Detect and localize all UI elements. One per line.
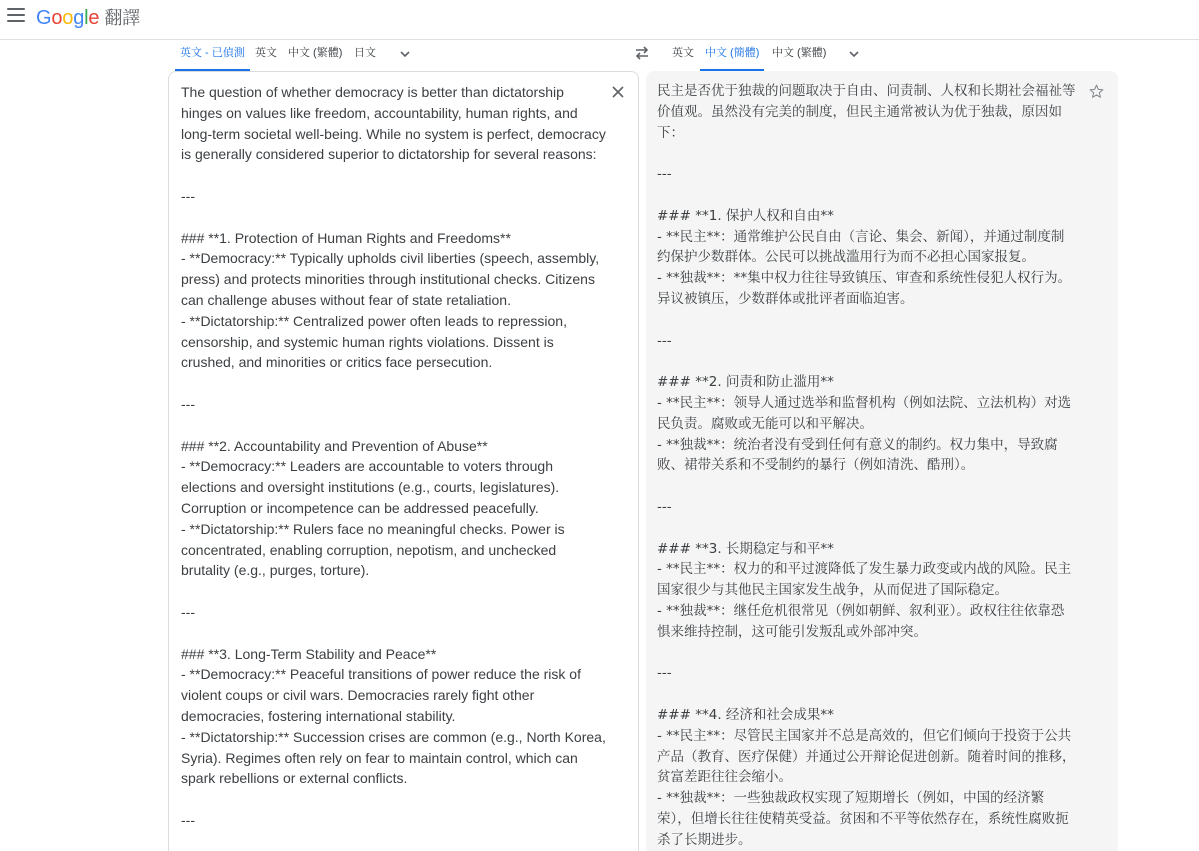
close-icon[interactable] (611, 85, 625, 99)
menu-icon[interactable] (7, 8, 25, 22)
google-logo: Google (36, 7, 100, 29)
tab-target-chinese-traditional[interactable]: 中文 (繁體) (772, 47, 827, 59)
page-margin (1118, 71, 1199, 851)
top-bar (0, 0, 1199, 40)
tab-source-english[interactable]: 英文 (255, 47, 277, 59)
target-panel (646, 71, 1118, 851)
swap-icon[interactable] (633, 44, 651, 62)
source-textarea[interactable]: The question of whether democracy is better than dictatorship hinges on values like freedom, accountability, human rights, and long-term societal well-being. While no system is perfect, democracy is generally considered superior to dictatorship for several reasons: --- ### **1. Protection of Human Rights and Freedoms** - **Democracy:** Typically upholds civil liberties (speech, assembly, press) and protects minorities through institutional checks. Citizens can challenge abuses without fear of state retaliation. - **Dictatorship:** Centralized power often leads to repression, censorship, and systemic human rights violations. Dissent is crushed, and minorities or critics face persecution. --- ### **2. Accountability and Prevention of Abuse** - **Democracy:** Leaders are accountable to voters through elections and oversight institutions (e.g., courts, legislatures). Corruption or incompetence can be addressed peacefully. - **Dictatorship:** Rulers face no meaningful checks. Power is concentrated, enabling corruption, nepotism, and unchecked brutality (e.g., purges, torture). --- ### **3. Long-Term Stability and Peace** - **Democracy:** Peaceful transitions of power reduce the risk of violent coups or civil wars. Democracies rarely fight other democracies, fostering international stability. - **Dictatorship:** Succession crises are common (e.g., North Korea, Syria). Regimes often rely on fear to maintain control, which can spark rebellions or external conflicts. --- (181, 84, 606, 828)
target-language-bar (668, 40, 1199, 71)
star-icon[interactable] (1088, 83, 1105, 100)
tab-source-detected[interactable]: 英文 - 已偵測 (175, 40, 250, 71)
source-panel (168, 71, 639, 851)
tab-source-chinese-traditional[interactable]: 中文 (繁體) (288, 47, 343, 59)
product-name: 翻譯 (104, 8, 140, 28)
google-translate-logo[interactable] (36, 4, 140, 30)
chevron-down-icon[interactable] (846, 46, 862, 62)
tab-target-chinese-simplified[interactable]: 中文 (簡體) (700, 40, 764, 71)
tab-target-english[interactable]: 英文 (672, 47, 694, 59)
source-language-bar (170, 40, 640, 71)
translation-output: 民主是否优于独裁的问题取决于自由、问责制、人权和长期社会福祉等价值观。虽然没有完美的制度，但民主通常被认为优于独裁，原因如下： --- ### **1. 保护人权和自由** - **民主**：通常维护公民自由（言论、集会、新闻），并通过制度制约保护少数群体。公民可以挑战滥用行为而不必担心国家报复。 - **独裁**：**集中权力往往导致镇压、审查和系统性侵犯人权行为。异议被镇压，少数群体或批评者面临迫害。 --- ### **2. 问责和防止滥用** - **民主**：领导人通过选举和监督机构（例如法院、立法机构）对选民负责。腐败或无能可以和平解决。 - **独裁**：统治者没有受到任何有意义的制约。权力集中，导致腐败、裙带关系和不受制约的暴行（例如清洗、酷刑）。 --- ### **3. 长期稳定与和平** - **民主**：权力的和平过渡降低了发生暴力政变或内战的风险。民主国家很少与其他民主国家发生战争，从而促进了国际稳定。 - **独裁**：继任危机很常见（例如朝鲜、叙利亚）。政权往往依靠恐惧来维持控制，这可能引发叛乱或外部冲突。 --- ### **4. 经济和社会成果** - **民主**：尽管民主国家并不总是高效的，但它们倾向于投资于公共产品（教育、医疗保健）并通过公开辩论促进创新。随着时间的推移，贫富差距往往会缩小。 - **独裁**：一些独裁政权实现了短期增长（例如，中国的经济繁荣），但增长往往使精英受益。贫困和不平等依然存在，系统性腐败扼杀了长期进步。 (657, 83, 1076, 848)
chevron-down-icon[interactable] (397, 46, 413, 62)
tab-source-japanese[interactable]: 日文 (354, 47, 376, 59)
